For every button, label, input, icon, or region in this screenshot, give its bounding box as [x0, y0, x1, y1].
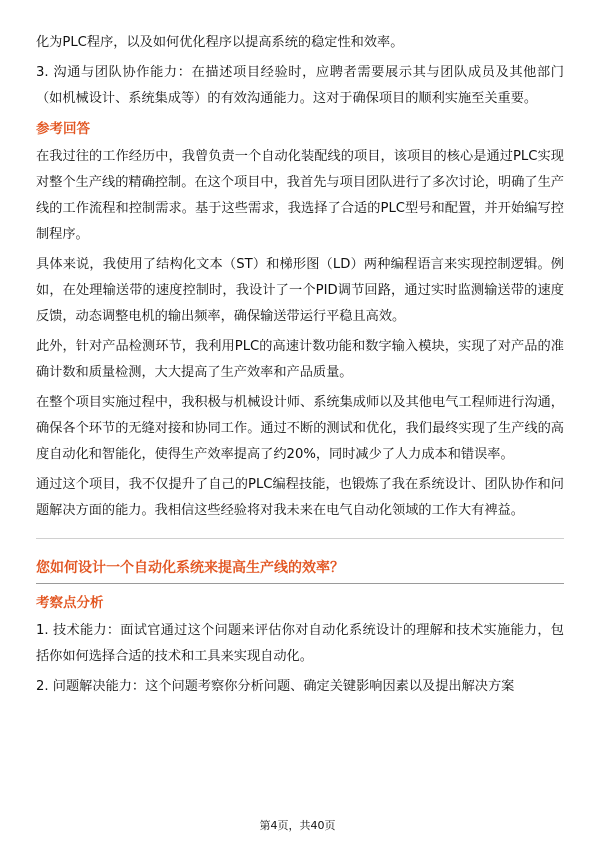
answer-paragraph: 在整个项目实施过程中，我积极与机械设计师、系统集成师以及其他电气工程师进行沟通，确保各个环节的无缝对接和协同工作。通过不断的测试和优化，我们最终实现了生产线的高度自动化和智能化，使得生产效率提高了约20%，同时减少了人力成本和错误率。: [36, 395, 564, 462]
answer-paragraph: 此外，针对产品检测环节，我利用PLC的高速计数功能和数字输入模块，实现了对产品的准确计数和质量检测，大大提高了生产效率和产品质量。: [36, 339, 564, 380]
page-content: [36, 30, 564, 704]
section-divider: [36, 538, 564, 539]
analysis-heading: 考察点分析: [36, 595, 104, 611]
answer-paragraph: 在我过往的工作经历中，我曾负责一个自动化装配线的项目，该项目的核心是通过PLC实现对整个生产线的精确控制。在这个项目中，我首先与项目团队进行了多次讨论，明确了生产线的工作流程和控制需求。基于这些需求，我选择了合适的PLC型号和配置，并开始编写控制程序。: [36, 149, 564, 242]
paragraph-point-3: 3. 沟通与团队协作能力：在描述项目经验时，应聘者需要展示其与团队成员及其他部门（如机械设计、系统集成等）的有效沟通能力。这对于确保项目的顺利实施至关重要。: [36, 65, 564, 106]
paragraph-continuation: 化为PLC程序，以及如何优化程序以提高系统的稳定性和效率。: [36, 35, 404, 50]
analysis-paragraph: 1. 技术能力：面试官通过这个问题来评估你对自动化系统设计的理解和技术实施能力，包括你如何选择合适的技术和工具来实现自动化。: [36, 623, 564, 664]
answer-paragraph: 通过这个项目，我不仅提升了自己的PLC编程技能，也锻炼了我在系统设计、团队协作和问题解决方面的能力。我相信这些经验将对我未来在电气自动化领域的工作大有裨益。: [36, 477, 564, 518]
analysis-paragraph: 2. 问题解决能力：这个问题考察你分析问题、确定关键影响因素以及提出解决方案: [36, 679, 515, 694]
answer-heading: 参考回答: [36, 121, 90, 137]
answer-paragraph: 具体来说，我使用了结构化文本（ST）和梯形图（LD）两种编程语言来实现控制逻辑。例如，在处理输送带的速度控制时，我设计了一个PID调节回路，通过实时监测输送带的速度反馈，动态调整电机的输出频率，确保输送带运行平稳且高效。: [36, 257, 564, 324]
question-heading: 您如何设计一个自动化系统来提高生产线的效率？: [36, 560, 344, 576]
question-underline: [36, 583, 564, 584]
page-footer: 第4页，共40页: [259, 819, 336, 832]
